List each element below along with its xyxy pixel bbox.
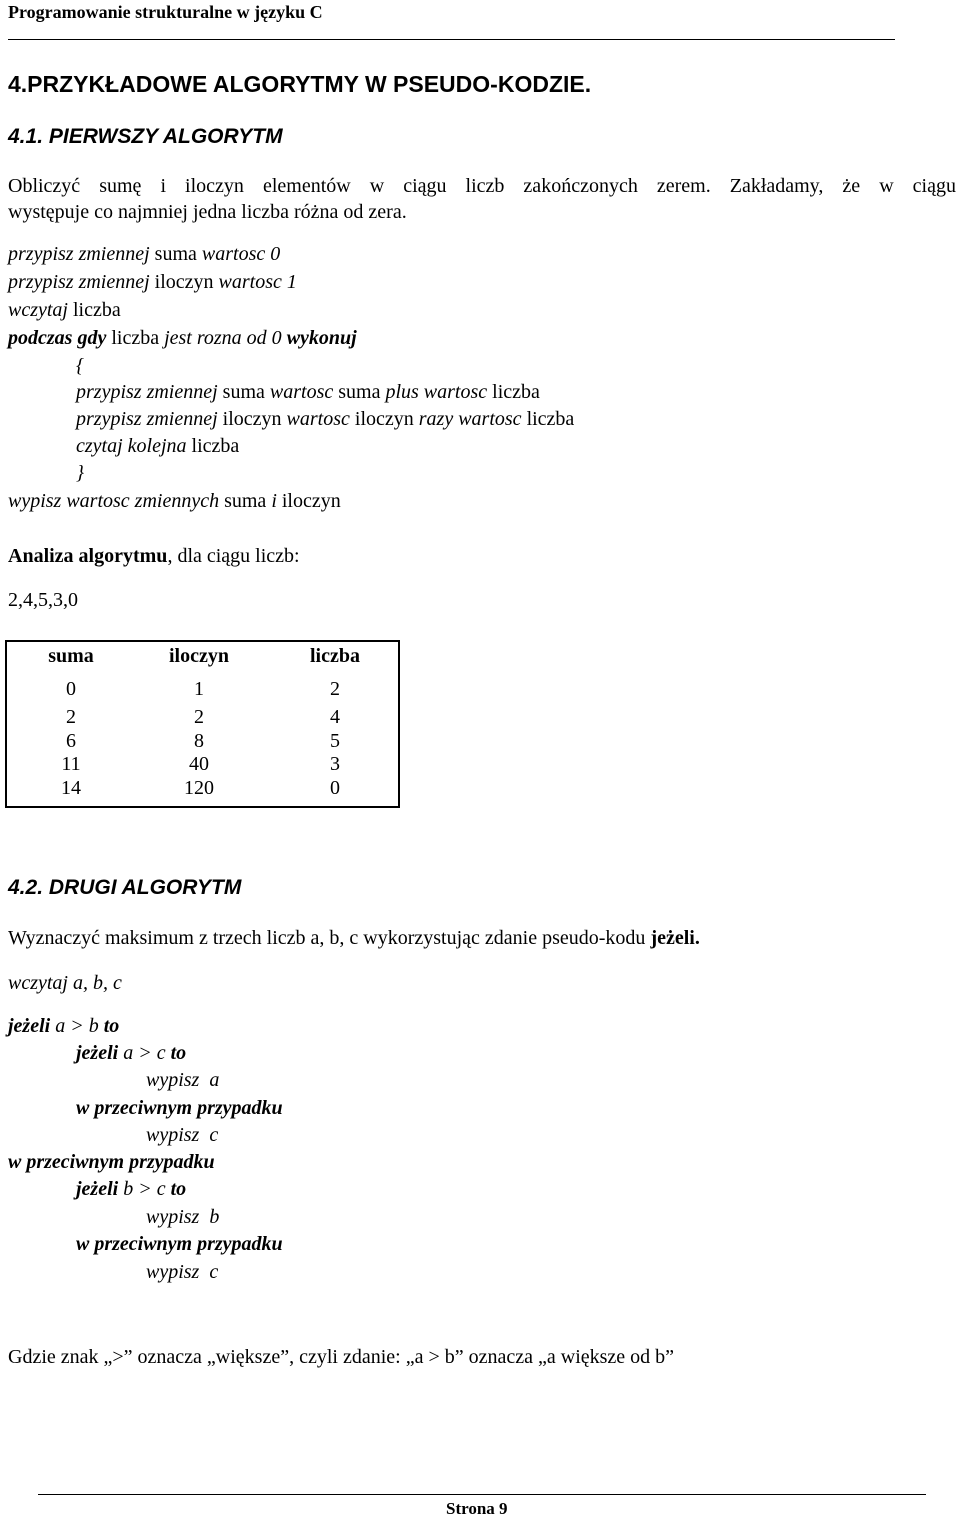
footer-rule: [38, 1494, 926, 1495]
table-cell: 40: [189, 753, 209, 775]
table-cell: 1: [194, 678, 204, 700]
table-cell: 5: [330, 730, 340, 752]
code-variable: liczba: [73, 299, 121, 321]
code-keyword: wartosc 0: [201, 243, 281, 265]
sequence: 2,4,5,3,0: [8, 589, 78, 611]
header-rule: [8, 39, 895, 40]
code-keyword: razy wartosc: [418, 408, 522, 430]
code-variable: suma: [224, 490, 267, 512]
code2-else-1: w przeciwnym przypadku: [76, 1097, 283, 1119]
code1-line-3: [8, 299, 121, 322]
code-keyword: przypisz zmiennej: [8, 243, 150, 265]
code1-line-4: [8, 327, 357, 350]
table-cell: 0: [330, 777, 340, 799]
page-number: Strona 9: [446, 1499, 508, 1518]
code-keyword: jeżeli: [76, 1042, 119, 1064]
alg1-desc-line2: występuje co najmniej jedna liczba różna od zera.: [8, 201, 407, 223]
code-keyword: i: [271, 490, 277, 512]
alg2-desc-text: Wyznaczyć maksimum z trzech liczb a, b, c wykorzystując zdanie pseudo-kodu: [8, 927, 651, 949]
code-keyword: przypisz zmiennej: [76, 408, 218, 430]
code-variable: iloczyn: [281, 490, 341, 512]
analysis-label: Analiza algorytmu: [8, 545, 168, 567]
code-keyword: wartosc 1: [218, 271, 297, 293]
code1-line-2: [8, 271, 297, 294]
code-keyword: plus wartosc: [385, 381, 488, 403]
table-cell: 11: [61, 753, 81, 775]
table-header-iloczyn: iloczyn: [169, 645, 229, 667]
code-variable: iloczyn: [354, 408, 414, 430]
code-keyword: podczas gdy: [8, 327, 107, 349]
code-keyword: jest rozna od 0: [164, 327, 282, 349]
code-keyword: to: [170, 1178, 187, 1200]
running-header: Programowanie strukturalne w języku C: [8, 2, 323, 22]
code-keyword: to: [170, 1042, 187, 1064]
code1-line-7: [76, 435, 239, 458]
table-cell: 4: [330, 706, 340, 728]
code-keyword: czytaj kolejna: [76, 435, 187, 457]
code-keyword: przypisz zmiennej: [8, 271, 150, 293]
code1-line-1: [8, 243, 280, 266]
code2-if-3: [76, 1178, 186, 1201]
code2-read: wczytaj a, b, c: [8, 972, 122, 994]
analysis-text: , dla ciągu liczb:: [167, 545, 300, 567]
code-keyword: przypisz zmiennej: [76, 381, 218, 403]
code-variable: iloczyn: [154, 271, 214, 293]
code-variable: liczba: [526, 408, 575, 430]
code2-out-c-2: wypisz c: [146, 1261, 219, 1283]
code-variable: suma: [222, 381, 265, 403]
code2-out-a: wypisz a: [146, 1069, 220, 1091]
alg2-desc-keyword: jeżeli.: [650, 927, 700, 949]
table-cell: 2: [330, 678, 340, 700]
alg1-heading: 4.1. PIERWSZY ALGORYTM: [8, 125, 283, 148]
code2-if-2: [76, 1042, 186, 1065]
code-condition: a > b: [55, 1015, 99, 1037]
code-keyword: to: [103, 1015, 120, 1037]
table-cell: 14: [61, 777, 81, 799]
code-variable: suma: [154, 243, 197, 265]
alg1-desc-line1: Obliczyć sumę i iloczyn elementów w ciągu liczb zakończonych zerem. Zakładamy, że w ciągu: [8, 175, 956, 197]
code2-out-c-1: wypisz c: [146, 1124, 219, 1146]
code-variable: liczba: [111, 327, 160, 349]
code-keyword: wykonuj: [286, 327, 357, 349]
code-keyword: jeżeli: [8, 1015, 51, 1037]
code-keyword: wypisz wartosc zmiennych: [8, 490, 220, 512]
table-cell: 120: [184, 777, 214, 799]
table-header-suma: suma: [48, 645, 94, 667]
code1-close-brace: }: [76, 462, 84, 484]
table-cell: 8: [194, 730, 204, 752]
table-cell: 6: [66, 730, 76, 752]
code-keyword: wczytaj: [8, 299, 68, 321]
table-cell: 2: [66, 706, 76, 728]
code2-else-3: w przeciwnym przypadku: [76, 1233, 283, 1255]
code-keyword: wartosc: [269, 381, 334, 403]
code1-line-6: [76, 408, 574, 431]
code-condition: b > c: [123, 1178, 166, 1200]
code-variable: liczba: [191, 435, 240, 457]
code-keyword: wartosc: [286, 408, 350, 430]
code2-else-2: w przeciwnym przypadku: [8, 1151, 215, 1173]
code1-line-8: [8, 490, 341, 513]
table-cell: 3: [330, 753, 340, 775]
alg2-desc: [8, 927, 700, 950]
analysis-line: [8, 545, 300, 568]
code-condition: a > c: [123, 1042, 166, 1064]
table-cell: 0: [66, 678, 76, 700]
section-title: 4.PRZYKŁADOWE ALGORYTMY W PSEUDO-KODZIE.: [8, 71, 592, 97]
comparison-note: Gdzie znak „>” oznacza „większe”, czyli zdanie: „a > b” oznacza „a większe od b”: [8, 1346, 675, 1368]
code1-open-brace: {: [76, 355, 84, 377]
code-variable: iloczyn: [222, 408, 282, 430]
table-header-liczba: liczba: [310, 645, 360, 667]
code1-line-5: [76, 381, 540, 404]
code-keyword: jeżeli: [76, 1178, 119, 1200]
alg2-heading: 4.2. DRUGI ALGORYTM: [8, 876, 242, 899]
trace-table: [5, 640, 400, 808]
code2-if-1: [8, 1015, 119, 1038]
code2-out-b: wypisz b: [146, 1206, 220, 1228]
table-cell: 2: [194, 706, 204, 728]
code-variable: suma: [338, 381, 381, 403]
code-variable: liczba: [492, 381, 540, 403]
